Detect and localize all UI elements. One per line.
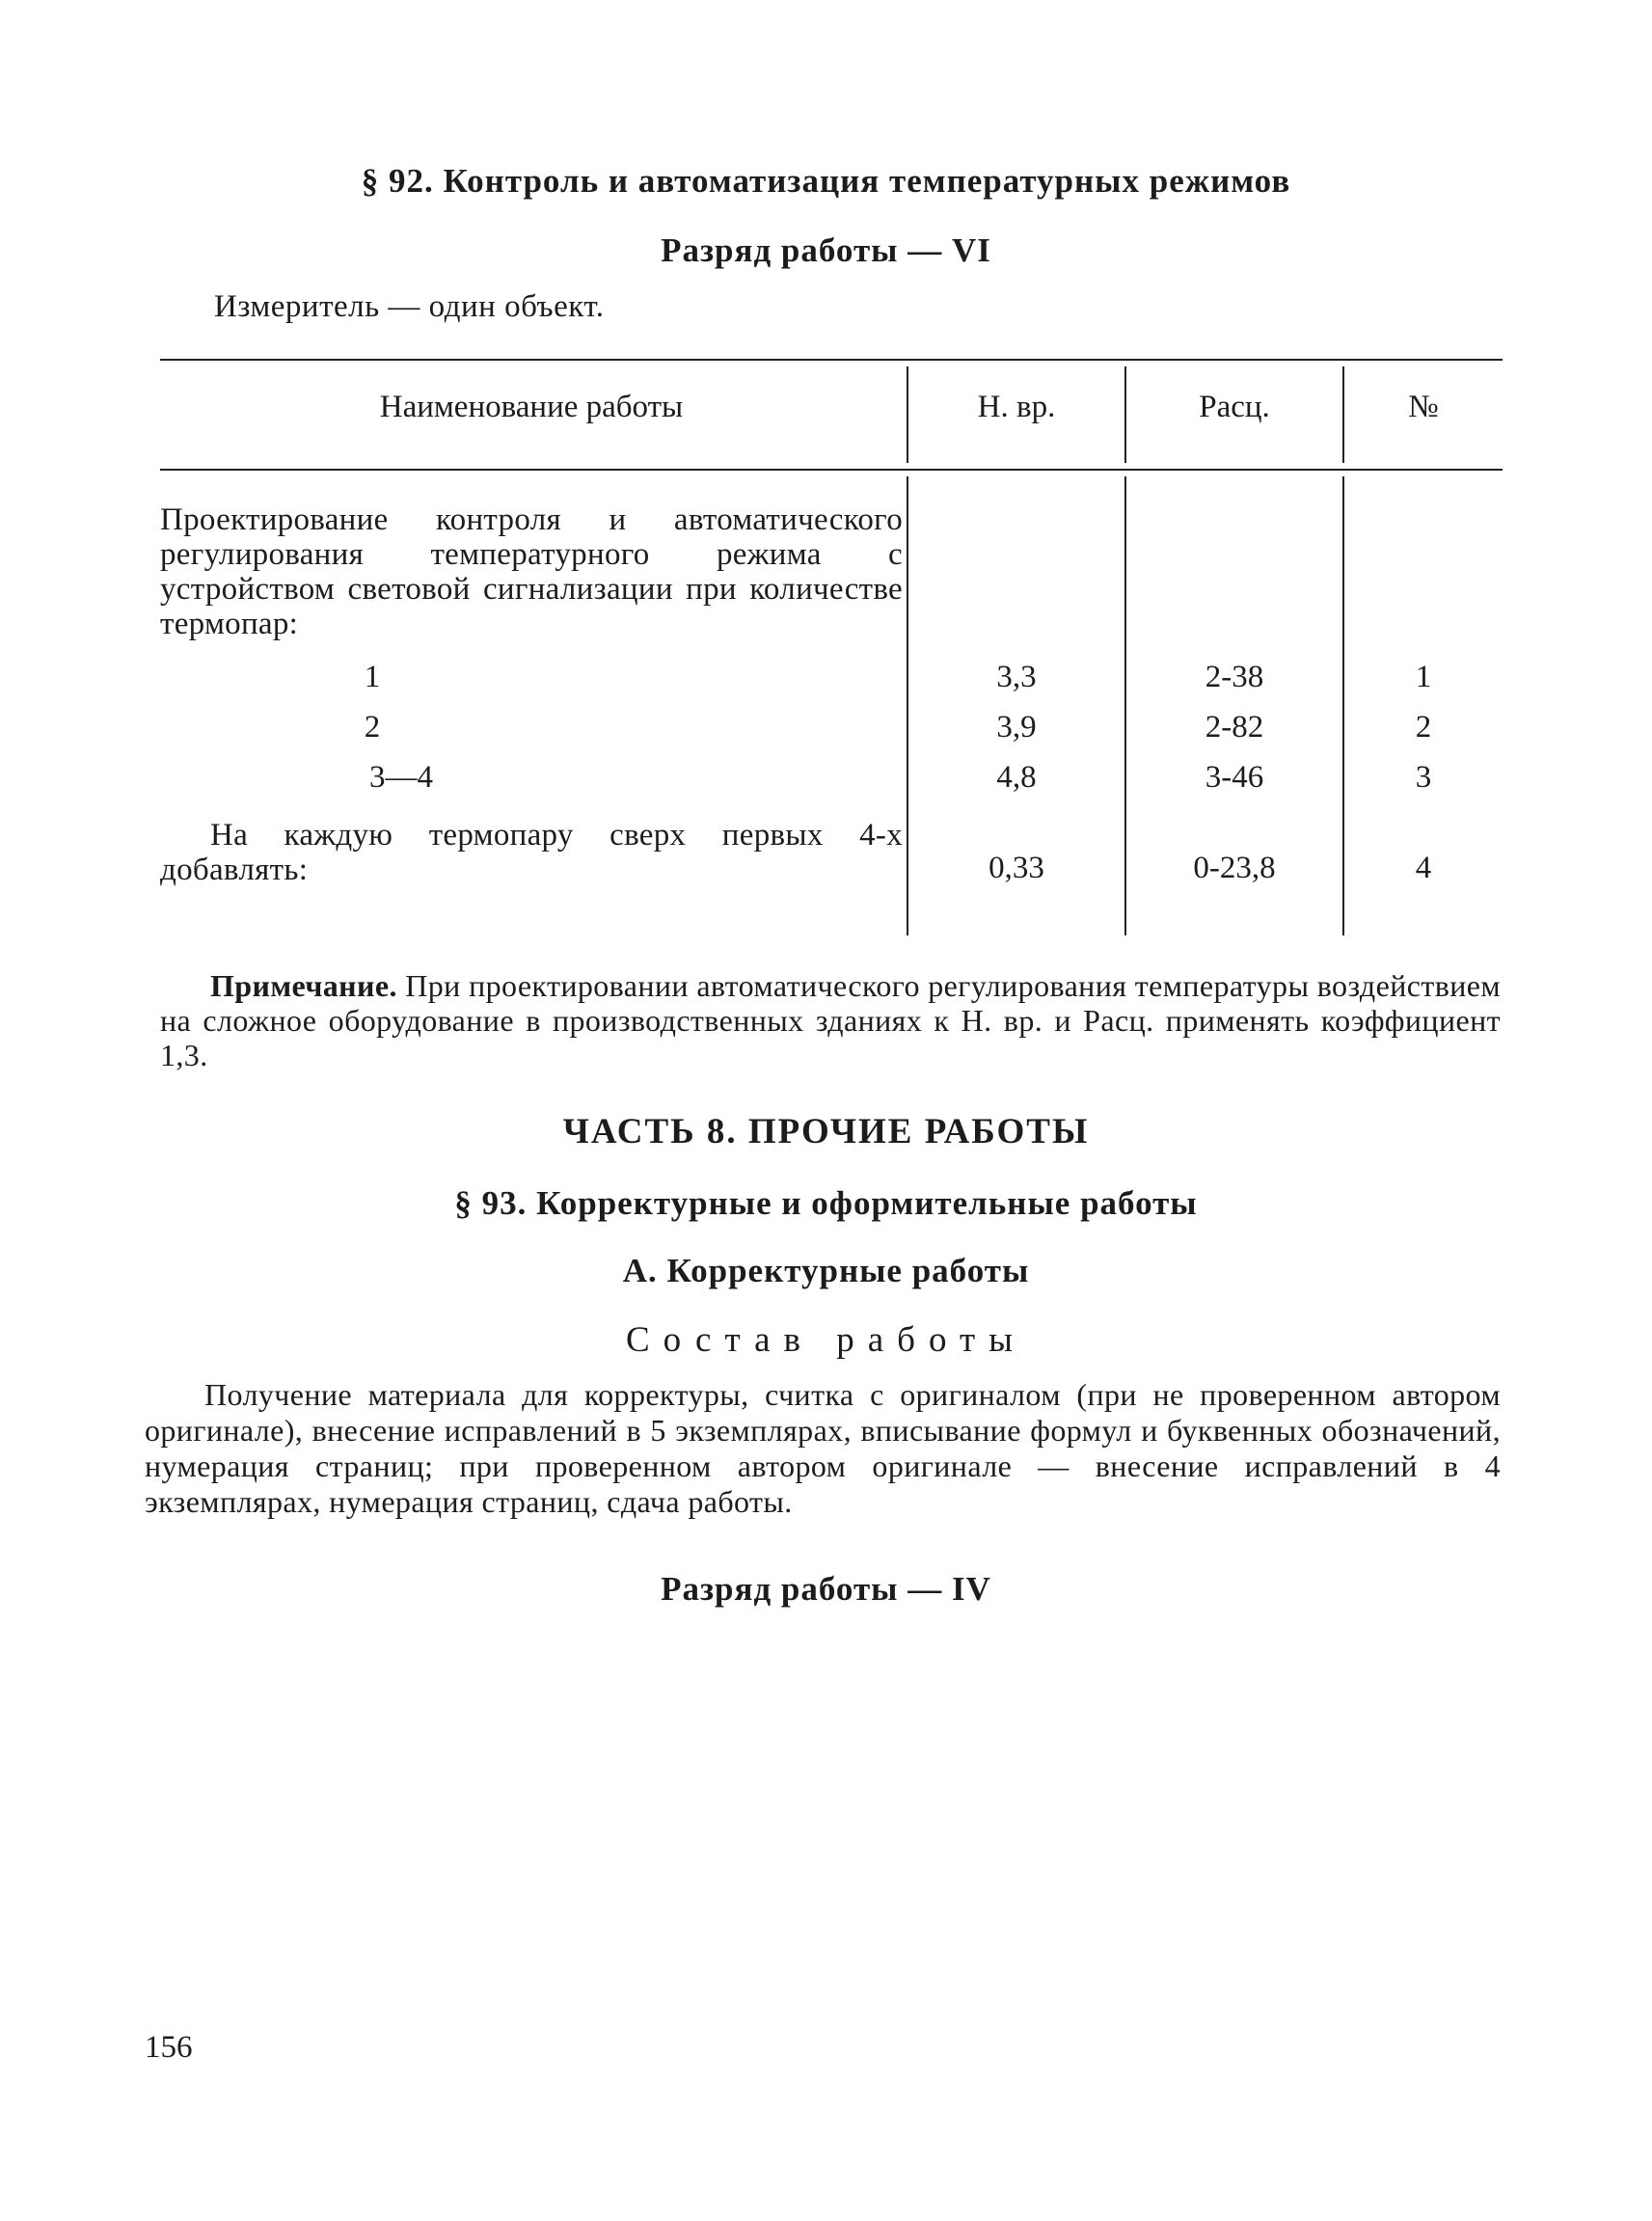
note-label: Примечание.	[210, 968, 397, 1003]
composition-body: Получение материала для корректуры, считка с оригиналом (при не проверенном автором оригинале), внесение исправлений в 5 экземплярах, вписывание формул и буквенных обозначений, нумерация страниц; при проверенном автором оригинале — внесение исправлений в 4 экземплярах, нумерация страниц, сдача работы.	[145, 1377, 1501, 1519]
section-93-title: § 93. Корректурные и оформительные работы	[454, 1184, 1198, 1222]
row-rate: 2-82	[1205, 710, 1264, 745]
section-93-grade: Разряд работы — IV	[661, 1570, 991, 1608]
measure-unit: Измеритель — один объект.	[214, 289, 605, 324]
row-count: 2	[364, 710, 381, 745]
row-num: 3	[1415, 760, 1432, 795]
header-rate: Расц.	[1199, 390, 1270, 424]
extra-rate: 0-23,8	[1193, 851, 1276, 885]
composition-heading: Состав работы	[625, 1320, 1027, 1360]
row-time: 3,9	[996, 710, 1037, 745]
work-description: Проектирование контроля и автоматического регулирования температурного режима с устройством световой сигнализации при количестве термопар:	[160, 502, 903, 641]
row-rate: 2-38	[1205, 660, 1264, 694]
table-top-rule	[160, 359, 1503, 361]
section-93-subtitle: А. Корректурные работы	[622, 1252, 1030, 1289]
row-count: 3—4	[369, 760, 433, 795]
part-8-title: ЧАСТЬ 8. ПРОЧИЕ РАБОТЫ	[562, 1112, 1090, 1151]
extra-num: 4	[1415, 851, 1432, 885]
extra-time: 0,33	[988, 851, 1044, 885]
section-92-grade: Разряд работы — VI	[661, 231, 991, 269]
table-header-rule	[160, 469, 1503, 471]
header-num: №	[1408, 390, 1439, 424]
header-name: Наименование работы	[379, 390, 684, 424]
table-note	[160, 968, 1501, 1072]
section-92-title: § 92. Контроль и автоматизация температурных режимов	[361, 162, 1291, 200]
composition-text	[145, 1377, 1501, 1520]
note-text: При проектировании автоматического регулирования температуры воздействием на сложное оборудование в производственных зданиях к Н. вр. и Расц. применять коэффициент 1,3.	[160, 968, 1501, 1072]
row-count: 1	[364, 660, 381, 694]
row-num: 2	[1415, 710, 1432, 745]
row-num: 1	[1415, 660, 1432, 694]
row-rate: 3-46	[1205, 760, 1264, 795]
header-time: Н. вр.	[977, 390, 1056, 424]
row-time: 3,3	[996, 660, 1037, 694]
row-time: 4,8	[996, 760, 1037, 795]
page-number: 156	[145, 2030, 193, 2065]
extra-label: На каждую термопару сверх первых 4-х добавлять:	[160, 818, 903, 887]
